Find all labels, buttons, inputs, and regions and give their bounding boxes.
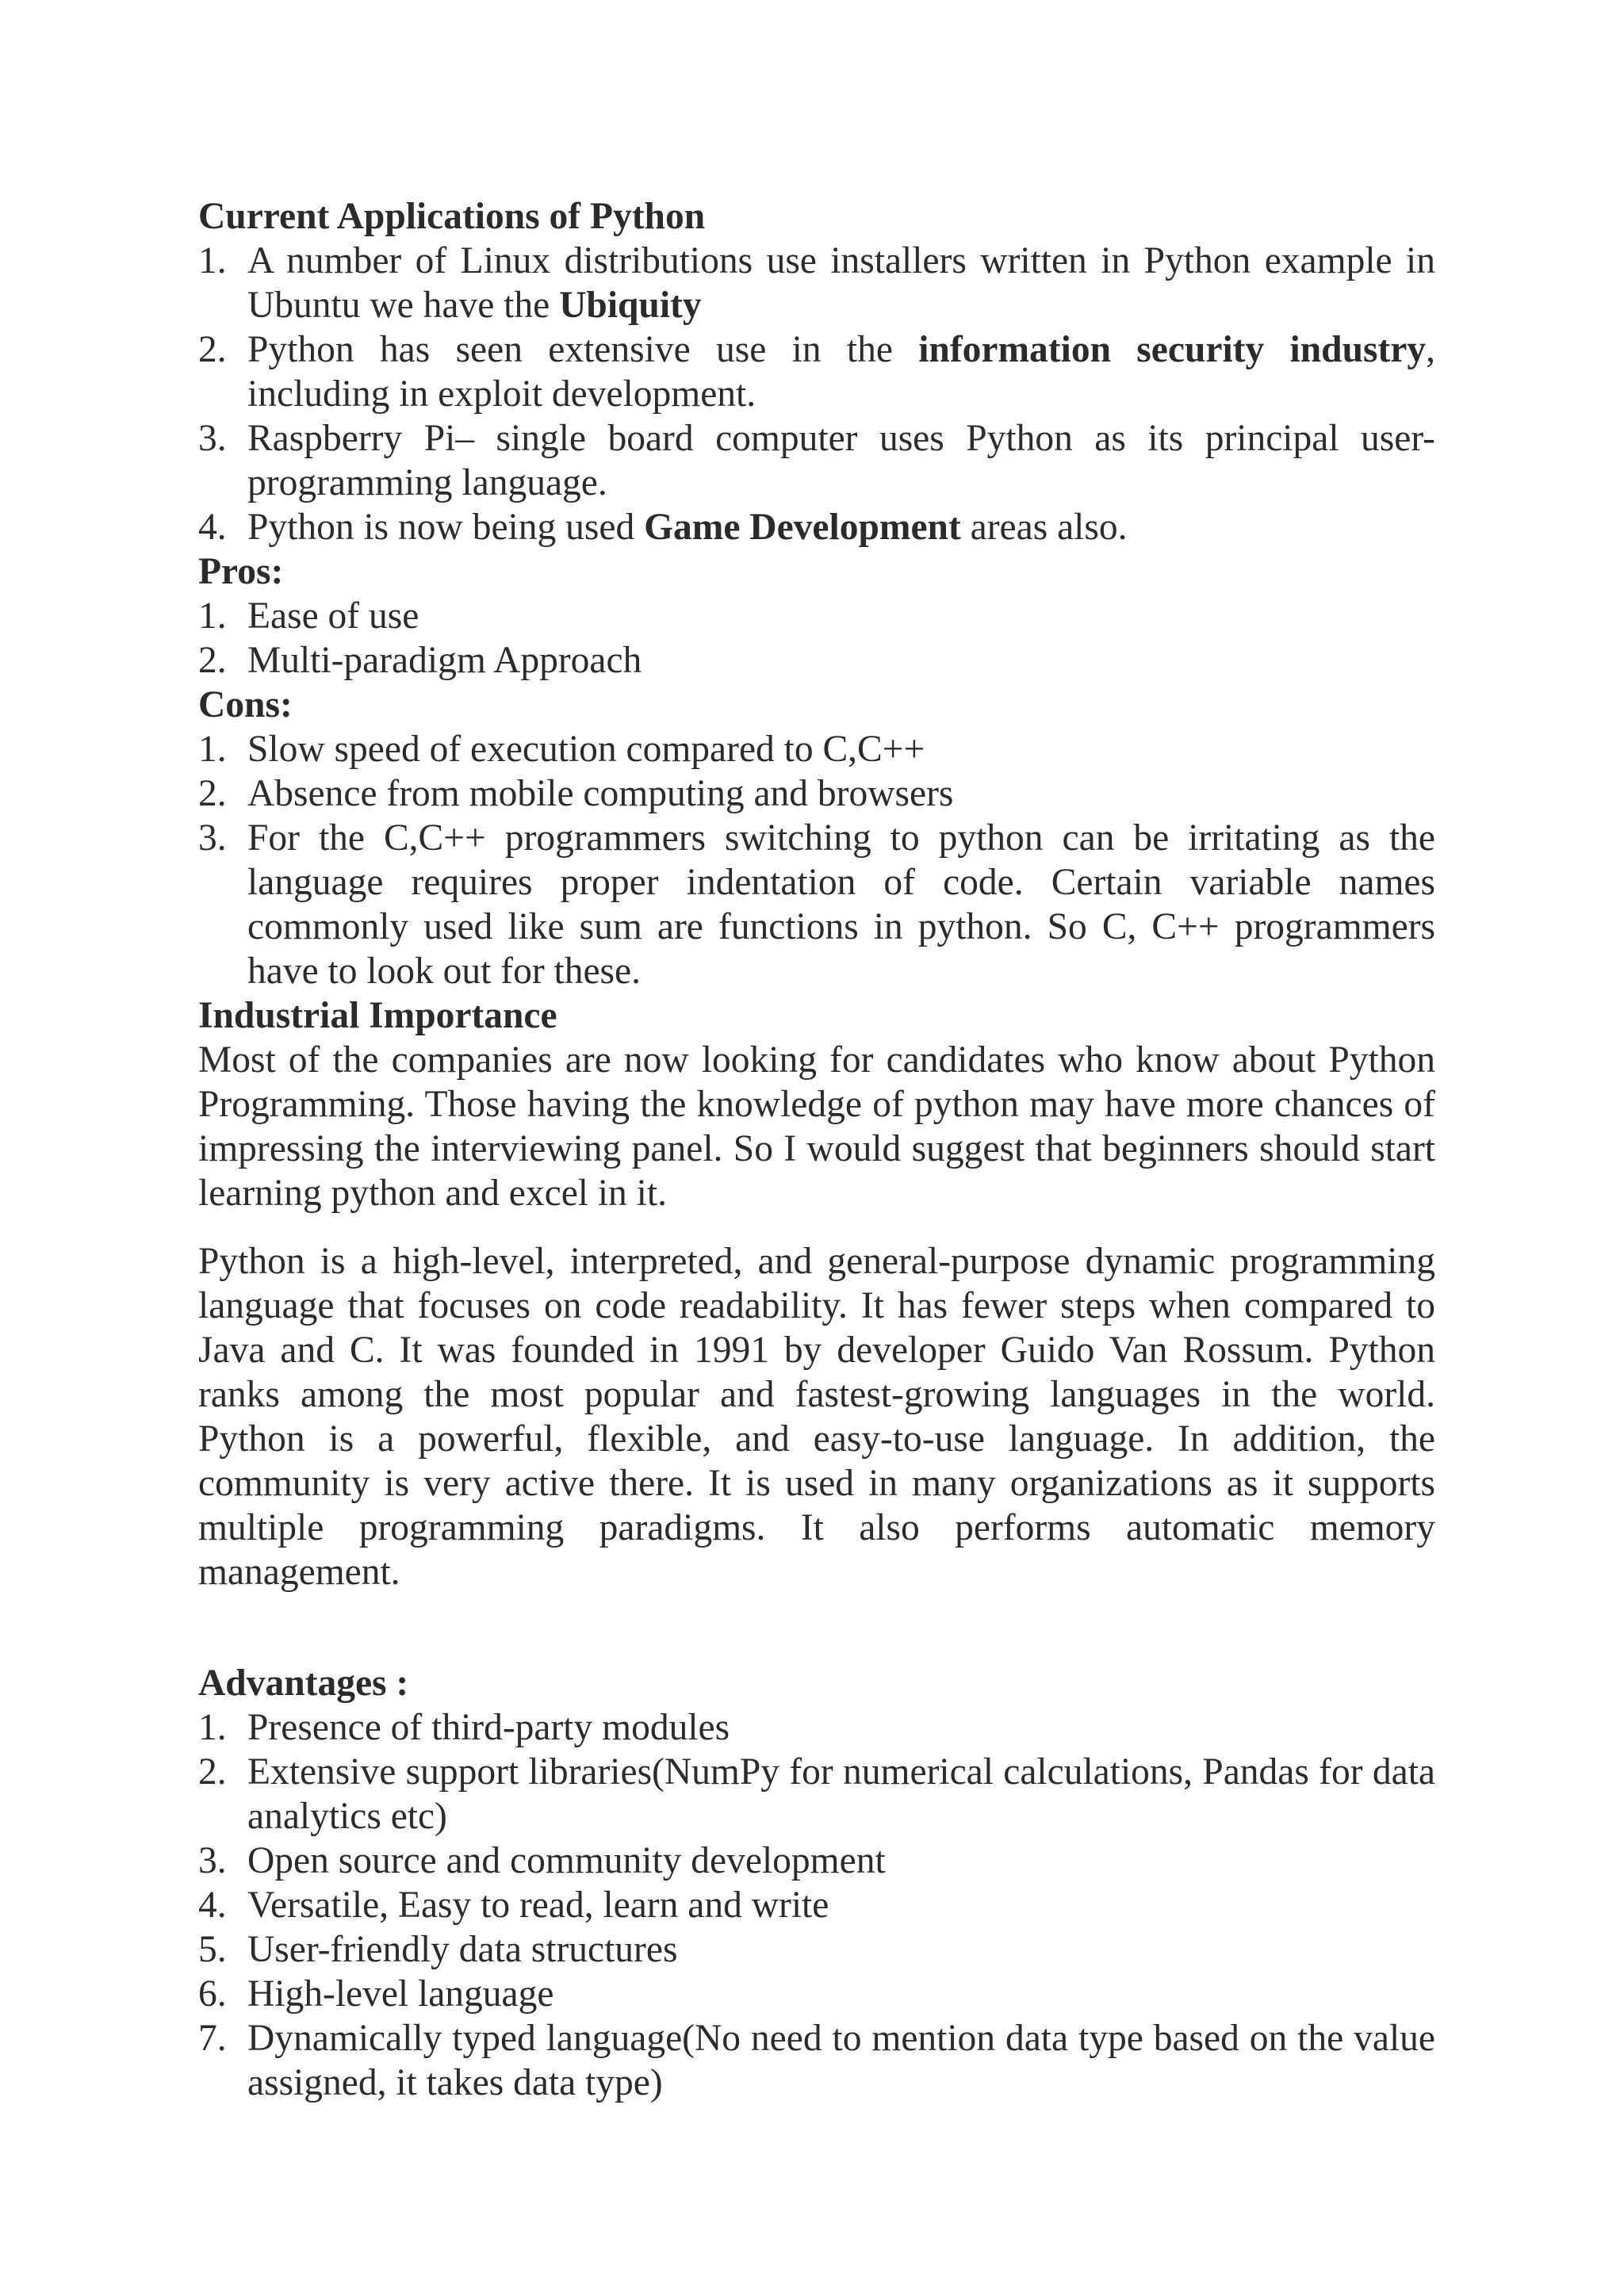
list-item-number: 6.: [198, 1973, 227, 2015]
advantages-section: [198, 1661, 1435, 2105]
list-item-number: 1.: [198, 729, 227, 770]
advantages-heading: Advantages :: [198, 1663, 409, 1704]
list-item-text: Raspberry Pi– single board computer uses Python as its principal user-programming language.: [247, 418, 1435, 503]
list-item-number: 4.: [198, 1885, 227, 1926]
list-item-text: areas also.: [960, 507, 1128, 548]
list-item: [198, 1883, 1435, 1927]
list-item-text: Dynamically typed language(No need to mention data type based on the value assigned, it takes data type): [247, 2018, 1435, 2103]
list-item: [198, 416, 1435, 505]
list-item-text: Presence of third-party modules: [247, 1707, 730, 1748]
list-item: [198, 727, 1435, 771]
intro-section: [198, 1239, 1435, 1594]
list-item: [198, 1972, 1435, 2016]
industrial-section: [198, 993, 1435, 1215]
list-item-text: Slow speed of execution compared to C,C++: [247, 729, 925, 770]
list-item: [198, 1927, 1435, 1972]
list-item-number: 1.: [198, 595, 227, 637]
list-item: [198, 2016, 1435, 2105]
list-item-text: Multi-paradigm Approach: [247, 640, 642, 681]
list-item-text: Python is now being used: [247, 507, 645, 548]
list-item-number: 2.: [198, 640, 227, 681]
list-item-text: For the C,C++ programmers switching to python can be irritating as the language requires proper indentation of code. Certain variable names commonly used like sum are functions in python. So C, C++ programmers have to look out for these.: [247, 817, 1435, 992]
list-item-text: Versatile, Easy to read, learn and write: [247, 1885, 829, 1926]
list-item-number: 2.: [198, 773, 227, 814]
spacer: [198, 1594, 1435, 1661]
list-item-number: 3.: [198, 418, 227, 459]
applications-list: [198, 239, 1435, 549]
list-item: [198, 327, 1435, 416]
list-item-number: 3.: [198, 817, 227, 859]
cons-list: [198, 727, 1435, 993]
list-item-text: Extensive support libraries(NumPy for numerical calculations, Pandas for data analytics etc): [247, 1751, 1435, 1837]
list-item-number: 2.: [198, 329, 227, 370]
list-item-text: Python has seen extensive use in the: [247, 329, 919, 370]
cons-heading: Cons:: [198, 684, 293, 725]
list-item-text: Absence from mobile computing and browsers: [247, 773, 954, 814]
list-item-text: A number of Linux distributions use installers written in Python example in Ubuntu we have the: [247, 240, 1435, 326]
list-item-number: 5.: [198, 1929, 227, 1970]
list-item-number: 4.: [198, 507, 227, 548]
list-item: [198, 638, 1435, 683]
document-page: [198, 194, 1435, 2105]
spacer: [198, 1215, 1435, 1239]
list-item-emphasis: Game Development: [644, 507, 961, 548]
intro-paragraph: Python is a high-level, interpreted, and general-purpose dynamic programming language that focuses on code readability. It has fewer steps when compared to Java and C. It was founded in 1991 by developer Guido Van Rossum. Python ranks among the most popular and fastest-growing languages in the world. Python is a powerful, flexible, and easy-to-use language. In addition, the community is very active there. It is used in many organizations as it supports multiple programming paradigms. It also performs automatic memory management.: [198, 1241, 1435, 1593]
industrial-heading: Industrial Importance: [198, 995, 557, 1036]
list-item: [198, 505, 1435, 549]
list-item-text: Ease of use: [247, 595, 419, 637]
list-item: [198, 239, 1435, 327]
list-item-number: 2.: [198, 1751, 227, 1793]
advantages-list: [198, 1705, 1435, 2105]
pros-section: [198, 549, 1435, 683]
pros-heading: Pros:: [198, 551, 284, 592]
list-item: [198, 594, 1435, 638]
cons-section: [198, 683, 1435, 993]
applications-section: [198, 194, 1435, 549]
list-item-number: 3.: [198, 1840, 227, 1881]
pros-list: [198, 594, 1435, 683]
list-item: [198, 1705, 1435, 1750]
list-item-emphasis: Ubiquity: [559, 285, 702, 326]
list-item-text: High-level language: [247, 1973, 554, 2015]
applications-heading: Current Applications of Python: [198, 196, 706, 237]
list-item-number: 1.: [198, 1707, 227, 1748]
list-item-number: 7.: [198, 2018, 227, 2059]
industrial-paragraph: Most of the companies are now looking for candidates who know about Python Programming. Those having the knowledge of python may have more chances of impressing the interviewing panel. So I would suggest that beginners should start learning python and excel in it.: [198, 1039, 1435, 1214]
list-item: [198, 1750, 1435, 1839]
list-item: [198, 1839, 1435, 1883]
list-item: [198, 816, 1435, 993]
list-item: [198, 771, 1435, 816]
list-item-number: 1.: [198, 240, 227, 281]
list-item-emphasis: information security industry: [918, 329, 1427, 370]
list-item-text: Open source and community development: [247, 1840, 886, 1881]
list-item-text: , including in exploit development.: [247, 329, 1435, 415]
list-item-text: User-friendly data structures: [247, 1929, 678, 1970]
